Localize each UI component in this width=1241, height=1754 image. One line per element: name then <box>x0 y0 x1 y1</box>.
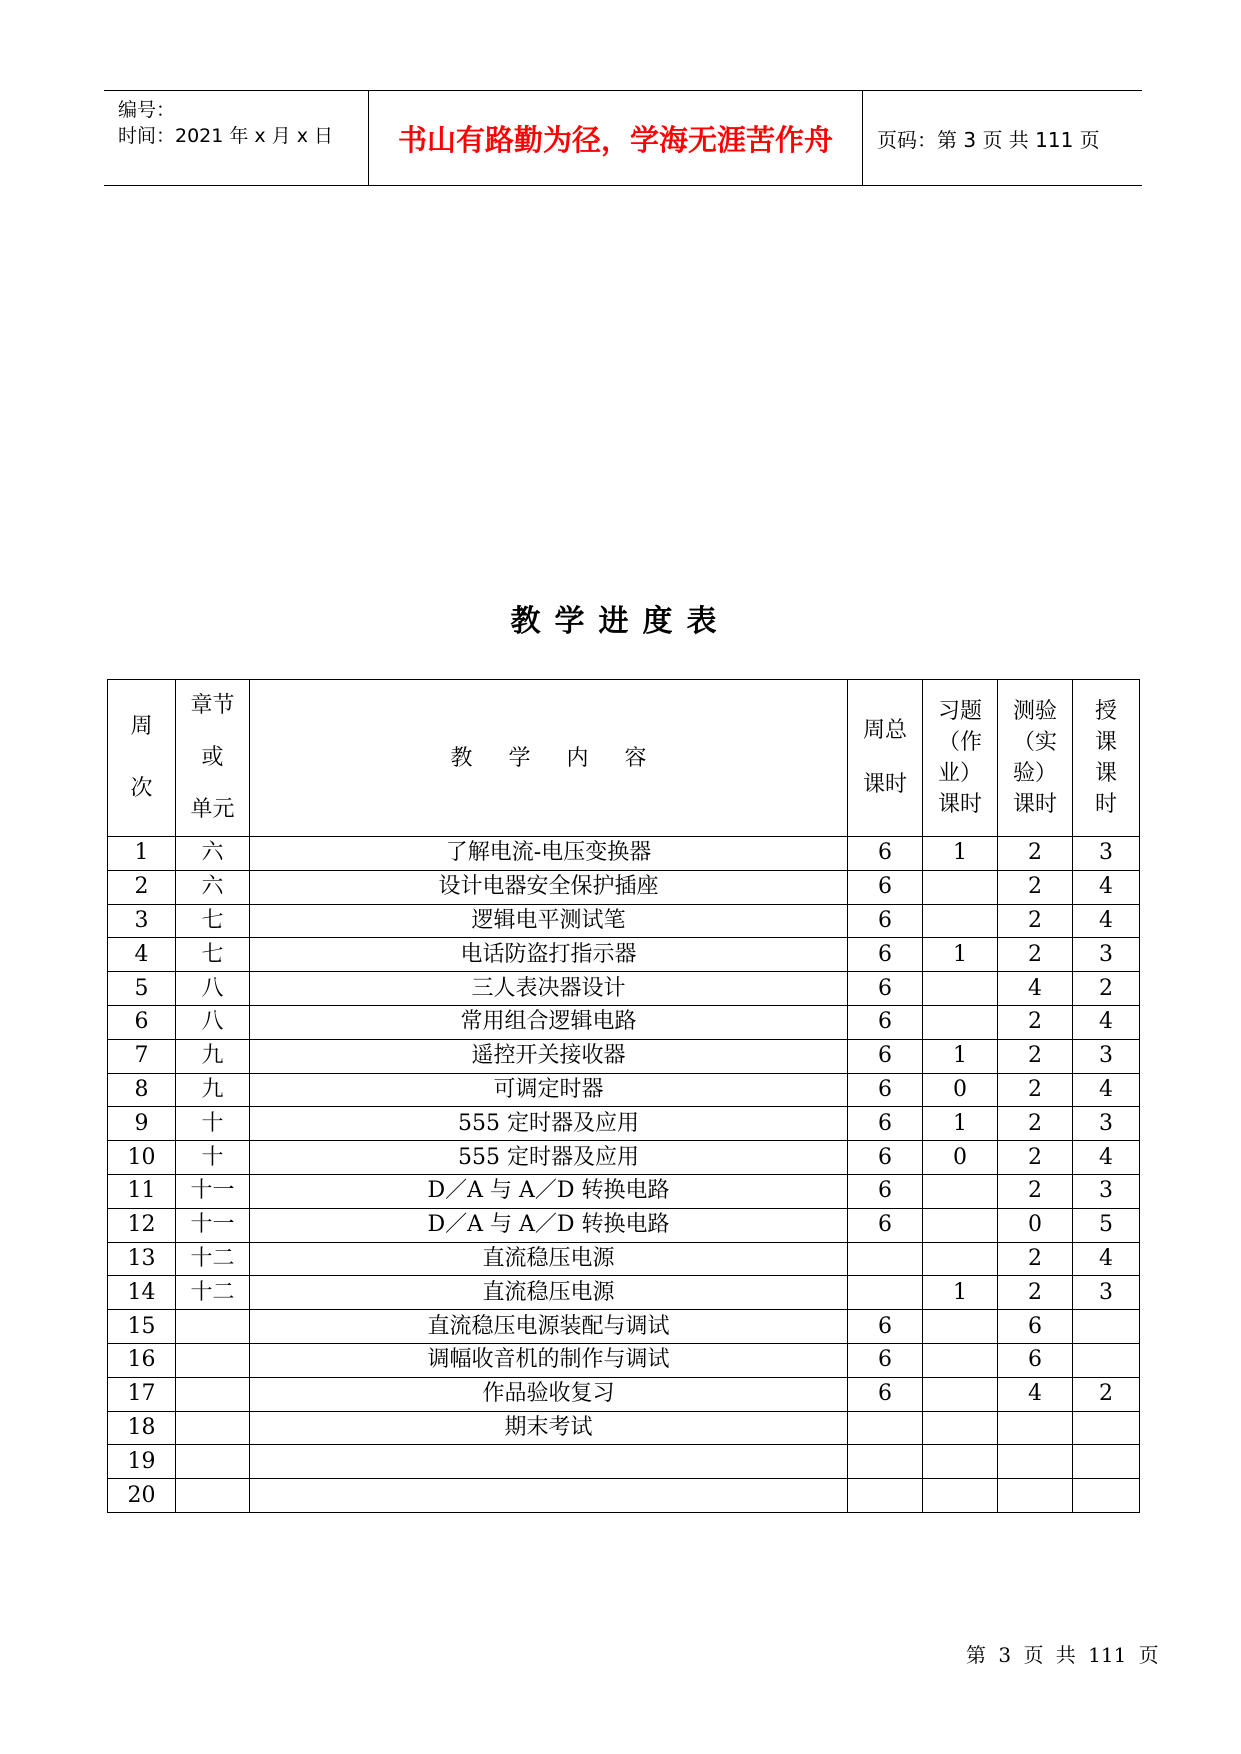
cell-chapter <box>176 1411 250 1445</box>
cell-lecture-hours: 4 <box>1073 1141 1140 1175</box>
cell-weekly-hours: 6 <box>848 904 923 938</box>
table-row <box>108 1107 1140 1141</box>
cell-test-hours: 2 <box>998 1107 1073 1141</box>
cell-exercise-hours <box>923 1005 998 1039</box>
cell-lecture-hours <box>1073 1445 1140 1479</box>
page-title: 教学进度表 <box>510 604 731 639</box>
table-row <box>108 1039 1140 1073</box>
cell-test-hours: 6 <box>998 1343 1073 1377</box>
cell-test-hours <box>998 1445 1073 1479</box>
cell-exercise-hours: 0 <box>923 1141 998 1175</box>
cell-test-hours: 4 <box>998 972 1073 1006</box>
header-chapter <box>176 680 250 837</box>
cell-weekly-hours: 6 <box>848 938 923 972</box>
header-info-cell <box>104 91 369 185</box>
cell-week: 1 <box>108 837 176 871</box>
cell-weekly-hours: 6 <box>848 1039 923 1073</box>
cell-week: 16 <box>108 1343 176 1377</box>
header-test-line2: （实 <box>1012 730 1057 755</box>
header-test-line1: 测验 <box>1012 699 1057 724</box>
cell-content: 设计电器安全保护插座 <box>250 870 848 904</box>
cell-exercise-hours <box>923 1343 998 1377</box>
header-content <box>250 680 848 837</box>
cell-chapter: 十一 <box>176 1174 250 1208</box>
cell-chapter: 六 <box>176 870 250 904</box>
cell-weekly-hours <box>848 1411 923 1445</box>
cell-content: 555 定时器及应用 <box>250 1107 848 1141</box>
cell-week: 2 <box>108 870 176 904</box>
header-exercise-line3: 业） <box>937 761 982 786</box>
cell-chapter: 十一 <box>176 1208 250 1242</box>
cell-week: 15 <box>108 1310 176 1344</box>
table-row <box>108 1310 1140 1344</box>
header-weekly-line2: 课时 <box>862 772 907 797</box>
header-chapter-line2: 或 <box>201 745 224 770</box>
cell-exercise-hours <box>923 1242 998 1276</box>
table-row <box>108 837 1140 871</box>
cell-exercise-hours: 0 <box>923 1073 998 1107</box>
cell-lecture-hours: 2 <box>1073 1377 1140 1411</box>
cell-test-hours: 2 <box>998 870 1073 904</box>
table-row <box>108 1242 1140 1276</box>
header-chapter-line3: 单元 <box>190 797 235 822</box>
cell-content: 逻辑电平测试笔 <box>250 904 848 938</box>
header-lecture-line4: 时 <box>1094 792 1117 817</box>
cell-chapter <box>176 1310 250 1344</box>
cell-exercise-hours <box>923 1208 998 1242</box>
cell-weekly-hours: 6 <box>848 1174 923 1208</box>
motto: 书山有路勤为径，学海无涯苦作舟 <box>369 91 863 185</box>
table-row <box>108 1479 1140 1513</box>
header-week-label: 周次 <box>130 714 153 801</box>
cell-lecture-hours: 4 <box>1073 1073 1140 1107</box>
table-row <box>108 1174 1140 1208</box>
header-exercise-line1: 习题 <box>937 699 982 724</box>
page-header <box>104 90 1142 186</box>
cell-chapter: 十二 <box>176 1276 250 1310</box>
cell-weekly-hours: 6 <box>848 1208 923 1242</box>
cell-weekly-hours: 6 <box>848 837 923 871</box>
table-row <box>108 1276 1140 1310</box>
cell-lecture-hours: 3 <box>1073 837 1140 871</box>
cell-content: 作品验收复习 <box>250 1377 848 1411</box>
header-lecture-line3: 课 <box>1094 761 1117 786</box>
cell-test-hours: 2 <box>998 1005 1073 1039</box>
cell-content: 可调定时器 <box>250 1073 848 1107</box>
table-row <box>108 904 1140 938</box>
table-row <box>108 1208 1140 1242</box>
cell-content: D／A 与 A／D 转换电路 <box>250 1174 848 1208</box>
header-page-info: 页码：第 3 页 共 111 页 <box>877 127 1100 152</box>
cell-content: 了解电流-电压变换器 <box>250 837 848 871</box>
cell-test-hours: 2 <box>998 1242 1073 1276</box>
cell-content: 直流稳压电源 <box>250 1276 848 1310</box>
cell-test-hours: 2 <box>998 1174 1073 1208</box>
cell-exercise-hours <box>923 1310 998 1344</box>
page-footer: 第 3 页 共 111 页 <box>966 1643 1159 1667</box>
cell-weekly-hours: 6 <box>848 1310 923 1344</box>
cell-weekly-hours: 6 <box>848 972 923 1006</box>
cell-test-hours <box>998 1479 1073 1513</box>
cell-lecture-hours: 3 <box>1073 1107 1140 1141</box>
cell-lecture-hours: 3 <box>1073 1039 1140 1073</box>
date-text: 时间：2021 年 x 月 x 日 <box>118 125 334 147</box>
cell-chapter: 十 <box>176 1141 250 1175</box>
cell-week: 8 <box>108 1073 176 1107</box>
cell-chapter <box>176 1343 250 1377</box>
cell-weekly-hours <box>848 1242 923 1276</box>
cell-weekly-hours: 6 <box>848 1107 923 1141</box>
cell-week: 4 <box>108 938 176 972</box>
table-row <box>108 870 1140 904</box>
cell-lecture-hours: 4 <box>1073 1242 1140 1276</box>
cell-test-hours: 0 <box>998 1208 1073 1242</box>
header-content-char3: 内 <box>566 745 589 771</box>
cell-week: 7 <box>108 1039 176 1073</box>
cell-chapter <box>176 1377 250 1411</box>
cell-week: 14 <box>108 1276 176 1310</box>
cell-week: 10 <box>108 1141 176 1175</box>
cell-exercise-hours <box>923 1479 998 1513</box>
cell-week: 19 <box>108 1445 176 1479</box>
cell-week: 3 <box>108 904 176 938</box>
header-test-line4: 课时 <box>1012 792 1057 817</box>
header-content-char4: 容 <box>624 745 647 771</box>
cell-exercise-hours <box>923 1411 998 1445</box>
cell-chapter: 十二 <box>176 1242 250 1276</box>
cell-lecture-hours: 3 <box>1073 938 1140 972</box>
cell-chapter: 九 <box>176 1073 250 1107</box>
cell-week: 9 <box>108 1107 176 1141</box>
cell-lecture-hours <box>1073 1411 1140 1445</box>
cell-exercise-hours <box>923 1445 998 1479</box>
cell-week: 12 <box>108 1208 176 1242</box>
cell-weekly-hours: 6 <box>848 1073 923 1107</box>
serial-label: 编号： <box>118 99 176 121</box>
cell-lecture-hours: 2 <box>1073 972 1140 1006</box>
cell-weekly-hours: 6 <box>848 1141 923 1175</box>
cell-content: D／A 与 A／D 转换电路 <box>250 1208 848 1242</box>
table-header-row <box>108 680 1140 837</box>
table-row <box>108 1377 1140 1411</box>
cell-content: 直流稳压电源 <box>250 1242 848 1276</box>
table-row <box>108 1141 1140 1175</box>
table-row <box>108 1005 1140 1039</box>
cell-test-hours: 2 <box>998 1141 1073 1175</box>
cell-test-hours: 2 <box>998 904 1073 938</box>
cell-exercise-hours: 1 <box>923 1276 998 1310</box>
cell-content: 直流稳压电源装配与调试 <box>250 1310 848 1344</box>
cell-week: 6 <box>108 1005 176 1039</box>
header-lecture-line2: 课 <box>1094 730 1117 755</box>
cell-weekly-hours <box>848 1276 923 1310</box>
table-row <box>108 1411 1140 1445</box>
cell-exercise-hours <box>923 870 998 904</box>
cell-content: 常用组合逻辑电路 <box>250 1005 848 1039</box>
cell-content: 555 定时器及应用 <box>250 1141 848 1175</box>
cell-lecture-hours: 5 <box>1073 1208 1140 1242</box>
cell-lecture-hours <box>1073 1310 1140 1344</box>
table-row <box>108 1343 1140 1377</box>
cell-test-hours: 2 <box>998 1039 1073 1073</box>
cell-content <box>250 1479 848 1513</box>
cell-weekly-hours: 6 <box>848 1343 923 1377</box>
header-weekly-line1: 周总 <box>862 718 907 743</box>
cell-weekly-hours: 6 <box>848 1377 923 1411</box>
header-lecture-hours <box>1073 680 1140 837</box>
header-test-hours <box>998 680 1073 837</box>
table-row <box>108 972 1140 1006</box>
cell-weekly-hours: 6 <box>848 870 923 904</box>
cell-chapter: 六 <box>176 837 250 871</box>
cell-test-hours: 2 <box>998 1276 1073 1310</box>
header-week <box>108 680 176 837</box>
header-weekly-hours <box>848 680 923 837</box>
table-row <box>108 1073 1140 1107</box>
cell-chapter: 八 <box>176 972 250 1006</box>
cell-chapter: 八 <box>176 1005 250 1039</box>
cell-week: 17 <box>108 1377 176 1411</box>
cell-content: 调幅收音机的制作与调试 <box>250 1343 848 1377</box>
cell-chapter: 十 <box>176 1107 250 1141</box>
cell-exercise-hours: 1 <box>923 1107 998 1141</box>
cell-chapter <box>176 1479 250 1513</box>
cell-weekly-hours <box>848 1445 923 1479</box>
header-test-line3: 验） <box>1012 761 1057 786</box>
cell-content: 三人表决器设计 <box>250 972 848 1006</box>
header-exercise-line2: （作 <box>937 730 982 755</box>
cell-exercise-hours: 1 <box>923 938 998 972</box>
cell-week: 5 <box>108 972 176 1006</box>
cell-test-hours: 4 <box>998 1377 1073 1411</box>
cell-week: 11 <box>108 1174 176 1208</box>
cell-exercise-hours: 1 <box>923 837 998 871</box>
cell-lecture-hours: 4 <box>1073 1005 1140 1039</box>
header-chapter-line1: 章节 <box>190 693 235 718</box>
cell-exercise-hours <box>923 904 998 938</box>
cell-exercise-hours <box>923 1174 998 1208</box>
cell-weekly-hours: 6 <box>848 1005 923 1039</box>
header-content-char2: 学 <box>508 745 531 771</box>
cell-chapter: 七 <box>176 904 250 938</box>
cell-lecture-hours: 3 <box>1073 1174 1140 1208</box>
cell-exercise-hours: 1 <box>923 1039 998 1073</box>
cell-content: 遥控开关接收器 <box>250 1039 848 1073</box>
header-lecture-line1: 授 <box>1094 699 1117 724</box>
cell-week: 18 <box>108 1411 176 1445</box>
schedule-body <box>108 837 1140 1513</box>
schedule-table <box>107 679 1140 1513</box>
table-row <box>108 938 1140 972</box>
cell-lecture-hours <box>1073 1343 1140 1377</box>
cell-chapter: 七 <box>176 938 250 972</box>
cell-exercise-hours <box>923 972 998 1006</box>
cell-exercise-hours <box>923 1377 998 1411</box>
cell-chapter: 九 <box>176 1039 250 1073</box>
cell-lecture-hours: 4 <box>1073 870 1140 904</box>
cell-test-hours: 2 <box>998 1073 1073 1107</box>
cell-week: 20 <box>108 1479 176 1513</box>
cell-week: 13 <box>108 1242 176 1276</box>
cell-content: 电话防盗打指示器 <box>250 938 848 972</box>
cell-chapter <box>176 1445 250 1479</box>
cell-lecture-hours: 3 <box>1073 1276 1140 1310</box>
cell-content: 期末考试 <box>250 1411 848 1445</box>
cell-lecture-hours <box>1073 1479 1140 1513</box>
header-exercise-line4: 课时 <box>937 792 982 817</box>
cell-test-hours: 2 <box>998 837 1073 871</box>
cell-weekly-hours <box>848 1479 923 1513</box>
header-content-char1: 教 <box>450 745 473 771</box>
header-exercise-hours <box>923 680 998 837</box>
cell-content <box>250 1445 848 1479</box>
cell-test-hours: 6 <box>998 1310 1073 1344</box>
cell-test-hours <box>998 1411 1073 1445</box>
table-row <box>108 1445 1140 1479</box>
cell-test-hours: 2 <box>998 938 1073 972</box>
cell-lecture-hours: 4 <box>1073 904 1140 938</box>
